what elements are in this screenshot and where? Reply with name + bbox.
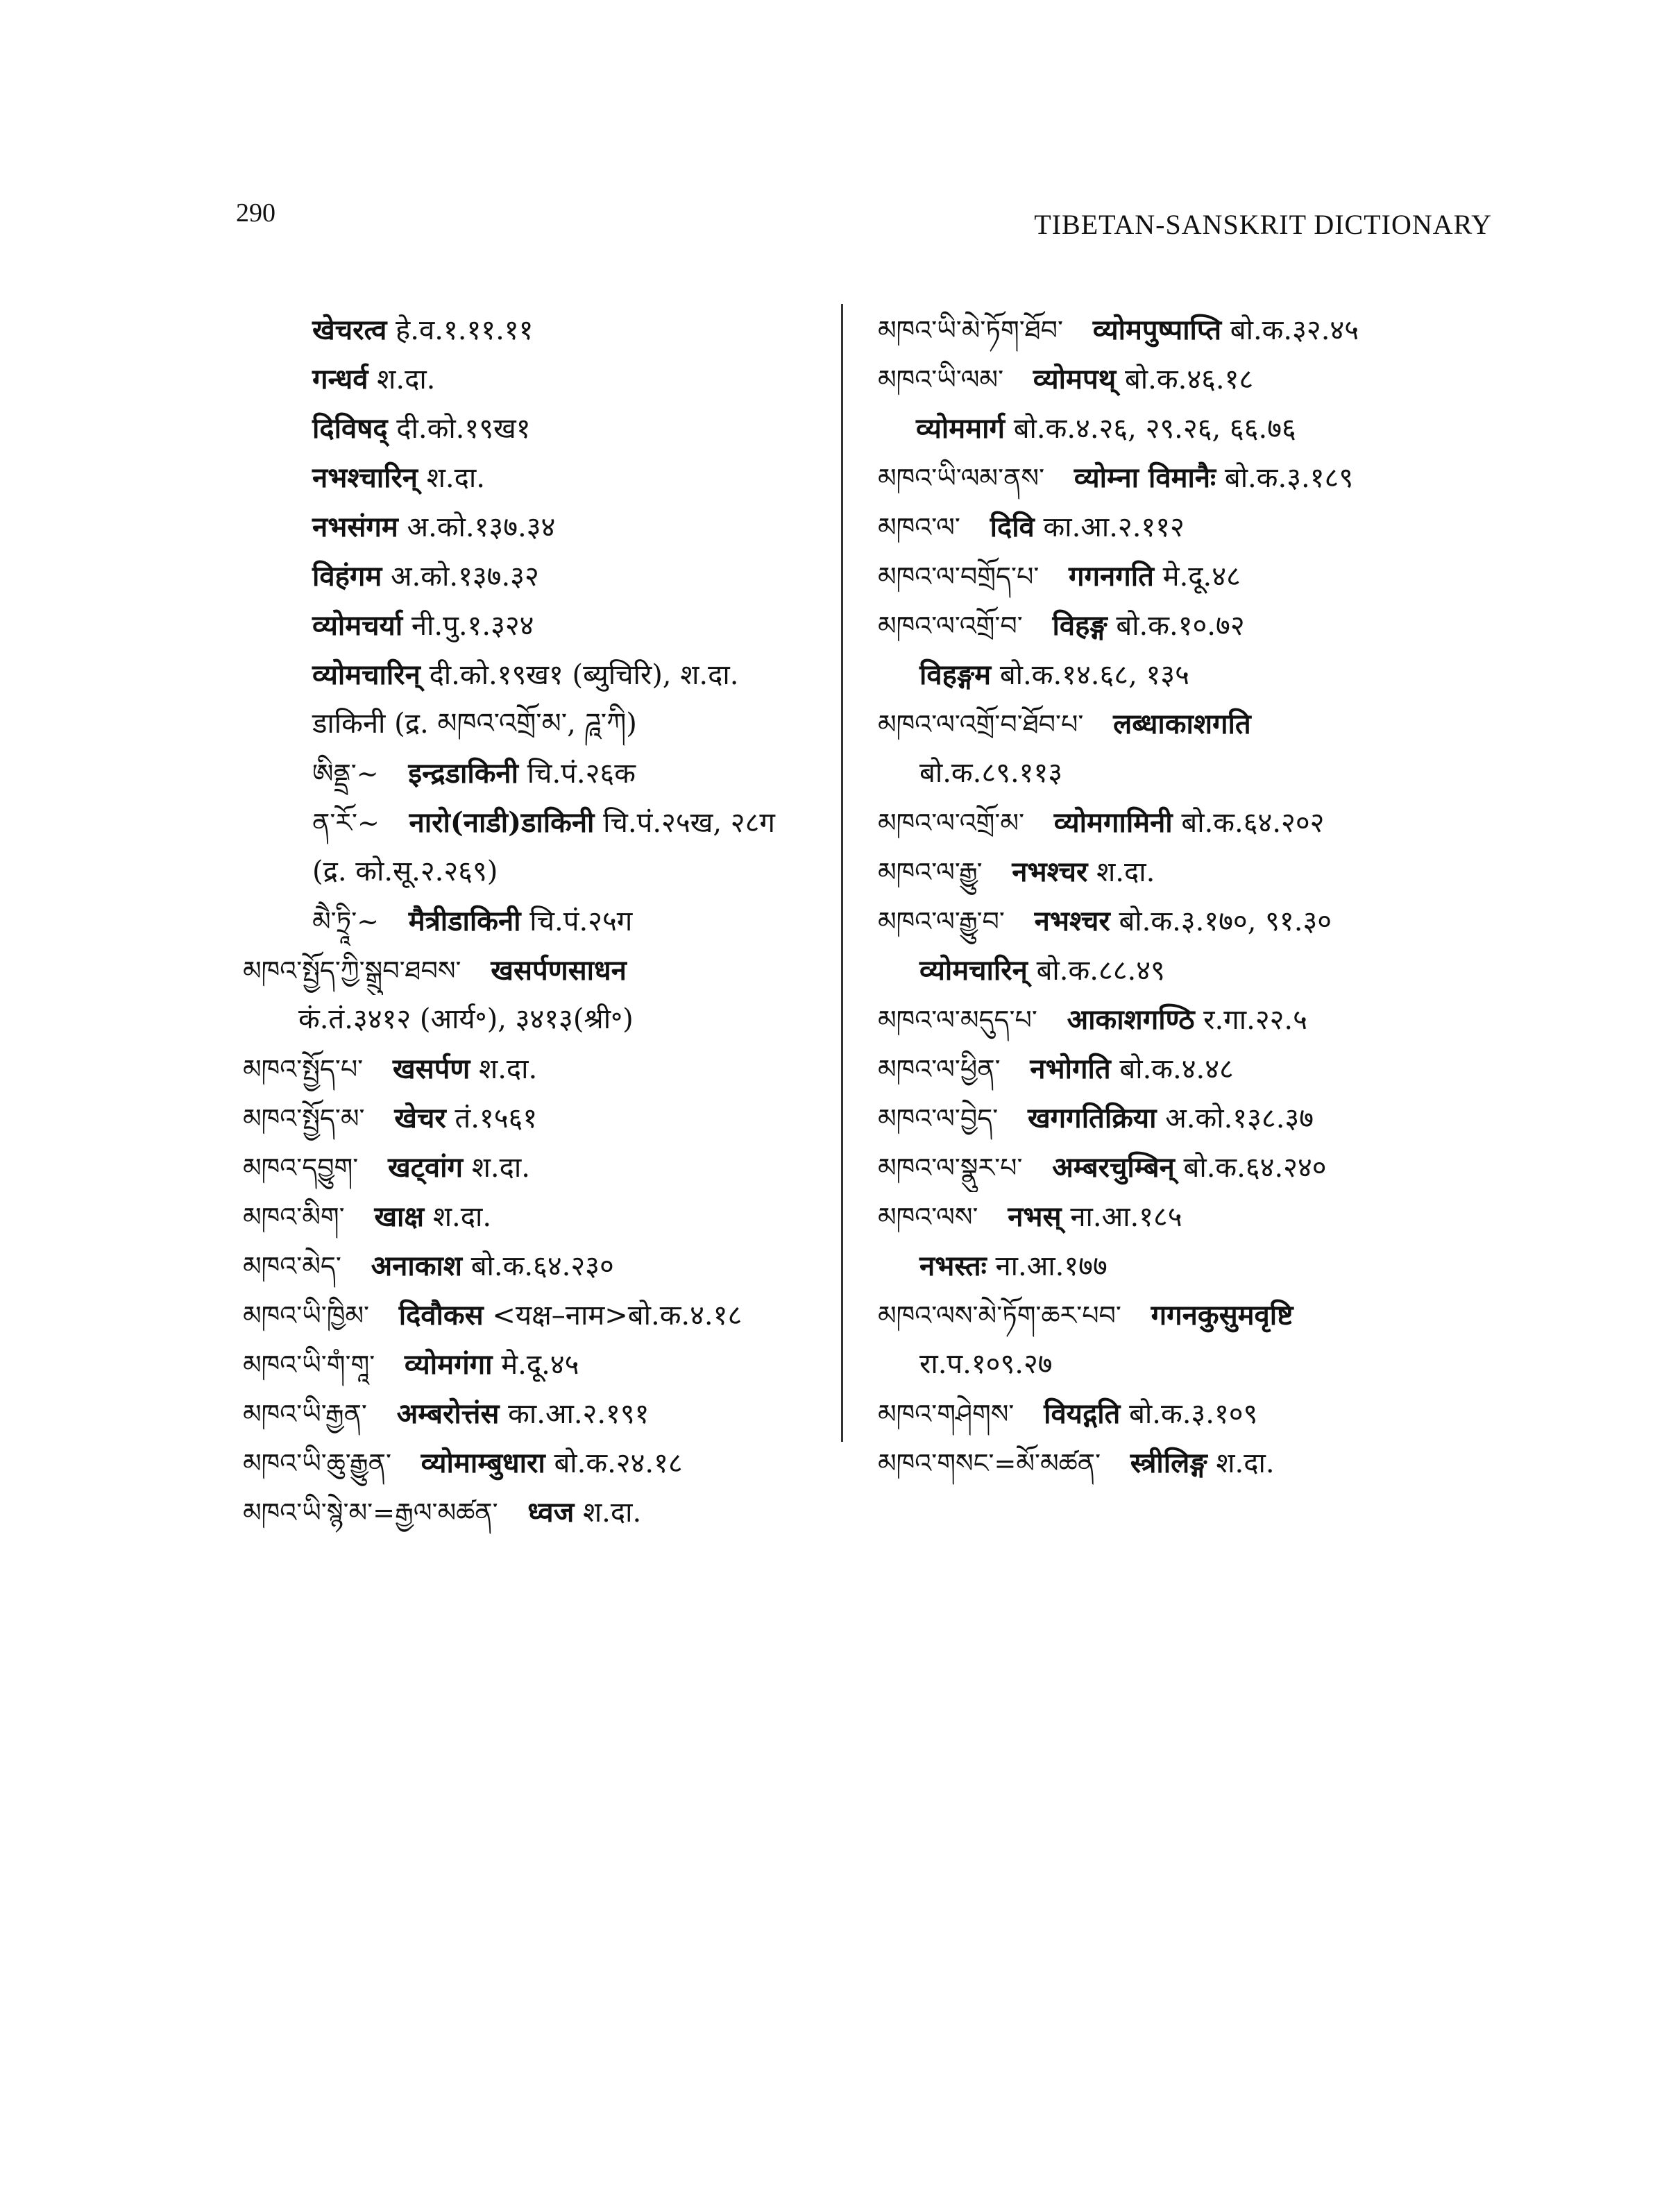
tibetan-term: མཁའ་ལས་མེ་ཏོག་ཆར་པབ་ xyxy=(878,1300,1121,1331)
dictionary-entry xyxy=(243,699,833,749)
page-number: 290 xyxy=(236,198,275,228)
sanskrit-headword: खसर्पणसाधन xyxy=(491,954,627,987)
dictionary-entry xyxy=(878,453,1502,502)
reference: डाकिनी (द्र. མཁའ་འགྲོ་མ་, ཌཱ་ཀི) xyxy=(312,708,637,740)
tibetan-term: མཁའ་ཡི་ལམ་ནས་ xyxy=(878,463,1045,493)
sanskrit-headword: लब्धाकाशगति xyxy=(1113,708,1251,740)
sanskrit-headword: अम्बरचुम्बिन् xyxy=(1052,1151,1175,1184)
dictionary-entry xyxy=(243,1389,833,1438)
dictionary-entry xyxy=(243,798,833,847)
tibetan-term: མཁའ་ལ་འགྲོ་བ་ xyxy=(878,611,1023,641)
dictionary-entry xyxy=(243,502,833,552)
tibetan-term: ཨིནྡྲ་~ xyxy=(312,758,379,789)
sanskrit-headword: व्योमपथ् xyxy=(1033,363,1117,395)
sanskrit-headword: नभश्चर xyxy=(1012,856,1088,888)
reference: बो.क.६४.२४० xyxy=(1183,1152,1327,1184)
reference: श.दा. xyxy=(479,1053,538,1085)
sanskrit-headword: गगनगति xyxy=(1069,560,1154,593)
dictionary-entry xyxy=(243,1340,833,1389)
dictionary-entry xyxy=(878,601,1502,650)
reference: बो.क.४.४८ xyxy=(1119,1053,1234,1085)
sanskrit-headword: विहङ्ग xyxy=(1052,609,1108,642)
dictionary-entry xyxy=(243,1094,833,1143)
reference: चि.पं.२५ख, २८ग xyxy=(603,807,775,839)
dictionary-entry xyxy=(878,355,1502,404)
tibetan-term: མཁའ་གཤེགས་ xyxy=(878,1399,1015,1429)
dictionary-entry xyxy=(878,896,1502,946)
sanskrit-headword: नभश्चारिन् xyxy=(312,461,418,494)
dictionary-entry xyxy=(243,749,833,798)
tibetan-term: མཁའ་ལ་རྒྱུ་ xyxy=(878,857,983,887)
sanskrit-headword: नभस् xyxy=(1008,1200,1062,1233)
dictionary-entry xyxy=(243,1143,833,1192)
reference: बो.क.४६.१८ xyxy=(1124,364,1254,395)
tibetan-term: མཁའ་ལ་ xyxy=(878,512,960,543)
dictionary-entry xyxy=(243,404,833,453)
reference: तं.१५६१ xyxy=(455,1103,538,1134)
reference: श.दा. xyxy=(1096,856,1155,888)
dictionary-entry xyxy=(878,1143,1502,1192)
dictionary-entry xyxy=(878,1192,1502,1241)
sanskrit-headword: नारो(नाडी)डाकिनी xyxy=(409,806,595,839)
tibetan-term: མཁའ་སྤྱོད་མ་ xyxy=(243,1103,365,1134)
dictionary-entry xyxy=(878,1340,1502,1389)
sanskrit-headword: गगनकुसुमवृष्टि xyxy=(1151,1299,1293,1332)
tibetan-term: མཻ་ཏྲཱི་~ xyxy=(312,906,380,937)
reference: बो.क.६४.२०२ xyxy=(1181,807,1325,839)
dictionary-entry xyxy=(243,650,833,699)
reference: श.दा. xyxy=(426,462,485,494)
sanskrit-headword: व्योममार्ग xyxy=(916,412,1005,445)
sanskrit-headword: खेचर xyxy=(394,1102,446,1134)
dictionary-entry xyxy=(243,946,833,995)
dictionary-entry xyxy=(878,305,1502,355)
tibetan-term: མཁའ་ཡི་རྒྱན་ xyxy=(243,1399,367,1429)
dictionary-entry xyxy=(878,502,1502,552)
tibetan-term: མཁའ་མིག་ xyxy=(243,1202,345,1232)
sanskrit-headword: अम्बरोत्तंस xyxy=(396,1397,500,1430)
sanskrit-headword: व्योमगामिनी xyxy=(1053,806,1173,839)
sanskrit-headword: व्योमचर्या xyxy=(312,609,403,642)
reference: मे.दू.४५ xyxy=(501,1349,579,1381)
dictionary-entry xyxy=(878,749,1502,798)
reference: अ.को.१३७.३२ xyxy=(391,561,539,593)
dictionary-entry xyxy=(878,1438,1502,1488)
tibetan-term: མཁའ་ལ་རྒྱུ་བ་ xyxy=(878,906,1005,937)
dictionary-entry xyxy=(878,1241,1502,1291)
tibetan-term: མཁའ་སྤྱོད་པ་ xyxy=(243,1054,364,1084)
sanskrit-headword: खट्वांग xyxy=(388,1151,464,1184)
dictionary-entry xyxy=(243,1241,833,1291)
sanskrit-headword: व्योमचारिन् xyxy=(919,954,1028,987)
dictionary-entry xyxy=(243,355,833,404)
dictionary-entry xyxy=(243,847,833,896)
reference: बो.क.६४.२३० xyxy=(470,1250,614,1282)
reference: <यक्ष–नाम>बो.क.४.१८ xyxy=(492,1300,743,1332)
dictionary-entry xyxy=(878,995,1502,1044)
tibetan-term: མཁའ་ཡི་མེ་ཏོག་ཐོབ་ xyxy=(878,315,1063,346)
dictionary-entry xyxy=(878,1291,1502,1340)
tibetan-term: མཁའ་ལ་ཕྱིན་ xyxy=(878,1054,1001,1084)
sanskrit-headword: व्योमपुष्पाप्ति xyxy=(1092,314,1222,346)
dictionary-entry xyxy=(878,1094,1502,1143)
reference: बो.क.४.२६, २९.२६, ६६.७६ xyxy=(1013,413,1296,445)
dictionary-entry xyxy=(243,552,833,601)
tibetan-term: མཁའ་ལ་བགྲོད་པ་ xyxy=(878,561,1040,592)
sanskrit-headword: व्योमाम्बुधारा xyxy=(421,1447,545,1479)
reference: बो.क.२४.१८ xyxy=(554,1447,683,1479)
reference: बो.क.८९.११३ xyxy=(919,757,1063,789)
reference: बो.क.३.१८९ xyxy=(1224,462,1354,494)
tibetan-term: མཁའ་ལ་འགྲོ་མ་ xyxy=(878,808,1025,838)
dictionary-entry xyxy=(243,995,833,1044)
sanskrit-headword: वियद्गति xyxy=(1044,1397,1121,1430)
right-column xyxy=(878,305,1502,1488)
dictionary-entry xyxy=(243,1488,833,1537)
tibetan-term: མཁའ་སྤྱོད་ཀྱི་སྒྲུབ་ཐབས་ xyxy=(243,955,461,986)
sanskrit-headword: व्योमगंगा xyxy=(404,1348,493,1381)
sanskrit-headword: खेचरत्व xyxy=(312,314,387,346)
reference: र.गा.२२.५ xyxy=(1203,1004,1307,1036)
column-divider xyxy=(841,304,843,1442)
dictionary-entry xyxy=(878,798,1502,847)
dictionary-entry xyxy=(878,1389,1502,1438)
dictionary-entry xyxy=(878,552,1502,601)
running-title: TIBETAN-SANSKRIT DICTIONARY xyxy=(1034,209,1492,240)
reference: (द्र. को.सू.२.२६९) xyxy=(312,856,498,887)
tibetan-term: མཁའ་ལས་ xyxy=(878,1202,978,1232)
dictionary-entry xyxy=(878,847,1502,896)
reference: श.दा. xyxy=(582,1497,642,1529)
sanskrit-headword: खाक्ष xyxy=(374,1200,425,1233)
reference: बो.क.३.१७०, ९१.३० xyxy=(1119,905,1332,937)
dictionary-entry xyxy=(878,1044,1502,1094)
reference: बो.क.१०.७२ xyxy=(1116,610,1245,642)
dictionary-entry xyxy=(878,946,1502,995)
dictionary-entry xyxy=(243,453,833,502)
reference: अ.को.१३७.३४ xyxy=(407,511,556,543)
sanskrit-headword: नभश्चर xyxy=(1034,905,1110,937)
sanskrit-headword: दिविषद् xyxy=(312,412,388,445)
reference: ना.आ.१७७ xyxy=(995,1250,1108,1282)
sanskrit-headword: नभसंगम xyxy=(312,511,398,543)
reference: मे.दू.४८ xyxy=(1162,561,1241,593)
reference: का.आ.२.११२ xyxy=(1043,511,1185,543)
dictionary-entry xyxy=(878,404,1502,453)
reference: बो.क.८८.४९ xyxy=(1036,955,1165,987)
reference: का.आ.२.१९१ xyxy=(508,1398,650,1430)
sanskrit-headword: स्त्रीलिङ्ग xyxy=(1130,1447,1207,1479)
dictionary-entry xyxy=(243,1192,833,1241)
reference: चि.पं.२५ग xyxy=(529,905,633,937)
sanskrit-headword: ध्वज xyxy=(527,1496,575,1529)
tibetan-term: མཁའ་ལ་འགྲོ་བ་ཐོབ་པ་ xyxy=(878,709,1084,740)
reference: श.दा. xyxy=(1216,1447,1275,1479)
sanskrit-headword: व्योम्ना विमानैः xyxy=(1074,461,1216,494)
reference: श.दा. xyxy=(471,1152,530,1184)
sanskrit-headword: नभस्तः xyxy=(919,1250,987,1282)
reference: बो.क.१४.६८, १३५ xyxy=(999,659,1189,691)
tibetan-term: མཁའ་ཡི་ཆུ་རྒྱུན་ xyxy=(243,1448,391,1479)
dictionary-entry xyxy=(243,1438,833,1488)
dictionary-entry xyxy=(878,650,1502,699)
sanskrit-headword: दिवि xyxy=(990,511,1035,543)
dictionary-entry xyxy=(878,699,1502,749)
tibetan-term: མཁའ་ཡི་སྙེ་མ་=རྒྱལ་མཚན་ xyxy=(243,1497,498,1528)
dictionary-entry xyxy=(243,896,833,946)
dictionary-entry xyxy=(243,1044,833,1094)
reference: बो.क.३.१०९ xyxy=(1129,1398,1258,1430)
sanskrit-headword: विहङ्गम xyxy=(919,658,992,691)
tibetan-term: མཁའ་ལ་བྱེད་ xyxy=(878,1103,999,1134)
reference: कं.तं.३४१२ (आर्य॰), ३४१३(श्री॰) xyxy=(298,1003,634,1035)
reference: दी.को.१९ख१ xyxy=(396,413,531,445)
tibetan-term: མཁའ་ཡི་ལམ་ xyxy=(878,364,1004,395)
reference: श.दा. xyxy=(432,1201,492,1233)
sanskrit-headword: दिवौकस xyxy=(398,1299,484,1332)
reference: हे.व.१.११.११ xyxy=(396,314,534,346)
dictionary-entry xyxy=(243,305,833,355)
dictionary-entry xyxy=(243,601,833,650)
reference: ना.आ.१८५ xyxy=(1070,1201,1182,1233)
tibetan-term: མཁའ་ལ་སྣུར་པ་ xyxy=(878,1152,1023,1183)
reference: नी.पु.१.३२४ xyxy=(411,610,534,642)
tibetan-term: མཁའ་དབྱུག་ xyxy=(243,1152,359,1183)
sanskrit-headword: इन्द्रडाकिनी xyxy=(408,757,518,790)
sanskrit-headword: खसर्पण xyxy=(392,1053,470,1085)
reference: चि.पं.२६क xyxy=(527,758,636,790)
tibetan-term: ན་རོ་~ xyxy=(312,808,380,838)
sanskrit-headword: खगगतिक्रिया xyxy=(1027,1102,1157,1134)
sanskrit-headword: मैत्रीडाकिनी xyxy=(408,905,521,937)
tibetan-term: མཁའ་ཡི་གཾ་གཱ་ xyxy=(243,1350,375,1380)
reference: श.दा. xyxy=(377,364,436,395)
sanskrit-headword: नभोगति xyxy=(1030,1053,1111,1085)
tibetan-term: མཁའ་ཡི་ཁྱིམ་ xyxy=(243,1300,369,1331)
sanskrit-headword: व्योमचारिन् xyxy=(312,658,421,691)
sanskrit-headword: अनाकाश xyxy=(371,1250,462,1282)
tibetan-term: མཁའ་གསང་=མོ་མཚན་ xyxy=(878,1448,1101,1479)
reference: बो.क.३२.४५ xyxy=(1230,314,1359,346)
left-column xyxy=(243,305,833,1537)
dictionary-entry xyxy=(243,1291,833,1340)
tibetan-term: མཁའ་ལ་མདུད་པ་ xyxy=(878,1005,1037,1035)
reference: रा.प.१०९.२७ xyxy=(919,1348,1053,1380)
reference: अ.को.१३८.३७ xyxy=(1165,1103,1314,1134)
sanskrit-headword: विहंगम xyxy=(312,560,382,593)
reference: दी.को.१९ख१ (ब्युचिरि), श.दा. xyxy=(429,659,739,691)
tibetan-term: མཁའ་མེད་ xyxy=(243,1251,341,1282)
sanskrit-headword: आकाशगण्ठि xyxy=(1067,1003,1195,1036)
sanskrit-headword: गन्धर्व xyxy=(312,363,368,395)
